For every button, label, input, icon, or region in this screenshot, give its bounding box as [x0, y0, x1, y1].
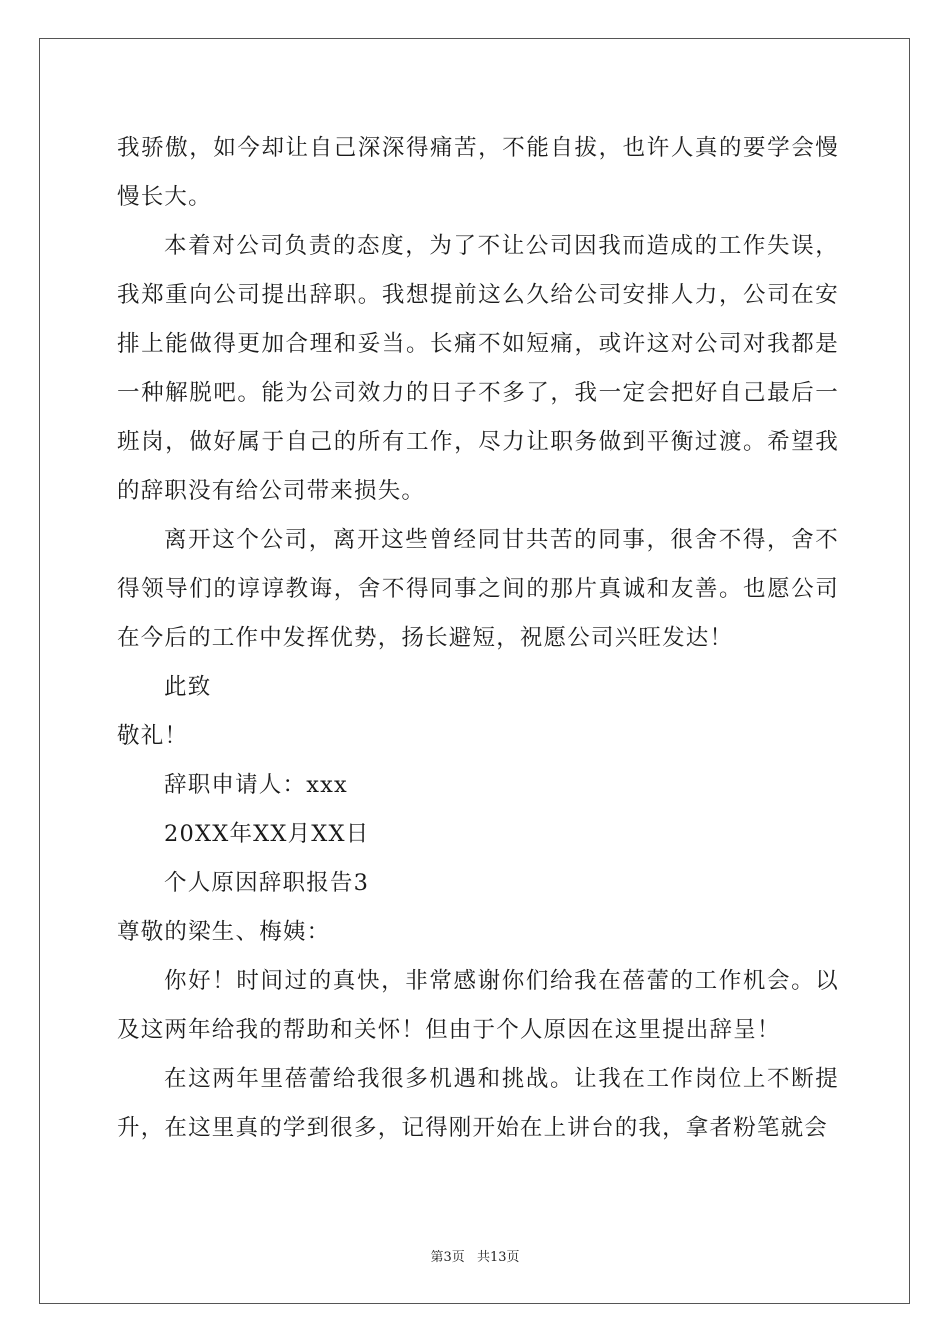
- paragraph: 离开这个公司，离开这些曾经同甘共苦的同事，很舍不得，舍不得领导们的谆谆教诲，舍不得同事之间的那片真诚和友善。也愿公司在今后的工作中发挥优势，扬长避短，祝愿公司兴旺发达！: [117, 527, 839, 651]
- signature-applicant: 辞职申请人：xxx: [164, 772, 348, 798]
- section-title: 个人原因辞职报告3: [164, 870, 370, 896]
- page-footer: [0, 1246, 950, 1265]
- paragraph: 本着对公司负责的态度，为了不让公司因我而造成的工作失误，我郑重向公司提出辞职。我想提前这么久给公司安排人力，公司在安排上能做得更加合理和妥当。长痛不如短痛，或许这对公司对我都是一种解脱吧。能为公司效力的日子不多了，我一定会把好自己最后一班岗，做好属于自己的所有工作，尽力让职务做到平衡过渡。希望我的辞职没有给公司带来损失。: [117, 233, 839, 504]
- closing-regards: 敬礼！: [117, 723, 189, 749]
- page-number: 第3页: [430, 1250, 465, 1265]
- letter-greeting: 尊敬的梁生、梅姨：: [117, 919, 331, 945]
- closing-salutation: 此致: [164, 674, 212, 700]
- page-total: 共13页: [476, 1250, 520, 1265]
- paragraph: 我骄傲，如今却让自己深深得痛苦，不能自拔，也许人真的要学会慢慢长大。: [117, 135, 839, 210]
- signature-date: 20XX年XX月XX日: [164, 821, 370, 847]
- paragraph: 在这两年里蓓蕾给我很多机遇和挑战。让我在工作岗位上不断提升，在这里真的学到很多，记得刚开始在上讲台的我，拿者粉笔就会: [117, 1066, 839, 1141]
- paragraph: 你好！时间过的真快，非常感谢你们给我在蓓蕾的工作机会。以及这两年给我的帮助和关怀！但由于个人原因在这里提出辞呈！: [117, 968, 839, 1043]
- document-body: [117, 124, 839, 1153]
